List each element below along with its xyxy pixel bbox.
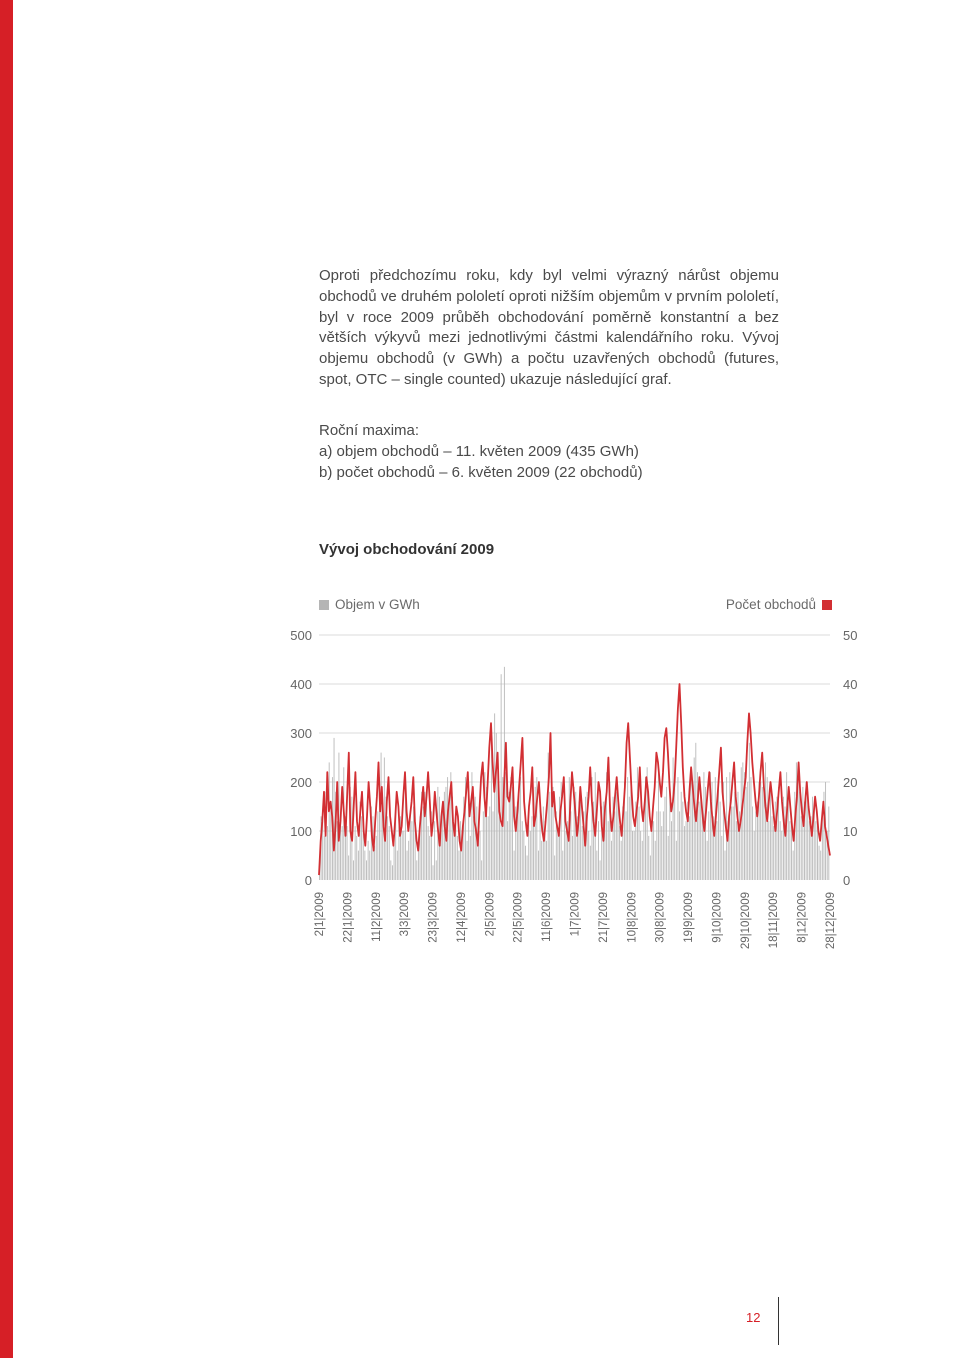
volume-bar bbox=[655, 841, 656, 880]
volume-bar bbox=[501, 674, 502, 880]
volume-bar bbox=[708, 811, 709, 880]
x-tick-label: 11|6|2009 bbox=[541, 892, 554, 942]
volume-bar bbox=[608, 821, 609, 880]
y-left-tick-label: 100 bbox=[290, 824, 312, 839]
volume-bar bbox=[429, 836, 430, 880]
volume-bar bbox=[780, 821, 781, 880]
volume-bar bbox=[762, 787, 763, 880]
volume-bar bbox=[520, 777, 521, 880]
volume-bar bbox=[546, 841, 547, 880]
volume-bar bbox=[616, 792, 617, 880]
volume-bar bbox=[334, 738, 335, 880]
volume-bar bbox=[467, 841, 468, 880]
volume-bar bbox=[324, 836, 325, 880]
x-tick-label: 19|9|2009 bbox=[683, 892, 696, 943]
volume-bar bbox=[436, 860, 437, 880]
intro-paragraph: Oproti předchozímu roku, kdy byl velmi výrazný nárůst objemu obchodů ve druhém pololetí oproti nižším objemům v prvním pololetí, byl v roce 2009 průběh obchodování poměrně konstantní a bez větších výkyvů mezi jednotlivými částmi kalendářního roku. Vývoj objemu obchodů (v GWh) a počtu uzavřených obchodů (futures, spot, OTC – single counted) ukazuje následující graf. bbox=[319, 267, 779, 388]
volume-bar bbox=[470, 836, 471, 880]
volume-bar bbox=[702, 816, 703, 880]
volume-bar bbox=[673, 758, 674, 881]
volume-bar bbox=[676, 841, 677, 880]
volume-bar bbox=[679, 811, 680, 880]
volume-bar bbox=[480, 831, 481, 880]
volume-bar bbox=[416, 860, 417, 880]
volume-bar bbox=[648, 836, 649, 880]
volume-bar bbox=[733, 807, 734, 881]
volume-bar bbox=[768, 821, 769, 880]
volume-bar bbox=[746, 787, 747, 880]
y-right-tick-label: 30 bbox=[843, 726, 858, 741]
volume-bar bbox=[773, 826, 774, 880]
volume-bar bbox=[426, 802, 427, 880]
volume-bar bbox=[692, 787, 693, 880]
volume-bar bbox=[665, 797, 666, 880]
volume-bar bbox=[369, 851, 370, 880]
volume-bar bbox=[817, 826, 818, 880]
volume-bar bbox=[557, 831, 558, 880]
volume-bar bbox=[619, 826, 620, 880]
volume-bar bbox=[532, 816, 533, 880]
volume-bar bbox=[772, 816, 773, 880]
volume-bar bbox=[781, 831, 782, 880]
volume-bar bbox=[402, 831, 403, 880]
y-left-tick-label: 300 bbox=[290, 726, 312, 741]
volume-bar bbox=[650, 856, 651, 881]
volume-bar bbox=[785, 807, 786, 881]
volume-bar bbox=[721, 836, 722, 880]
x-tick-label: 22|5|2009 bbox=[512, 892, 525, 943]
volume-bar bbox=[481, 860, 482, 880]
volume-bar bbox=[738, 792, 739, 880]
volume-bar bbox=[763, 792, 764, 880]
volume-bar bbox=[734, 792, 735, 880]
volume-bar bbox=[820, 851, 821, 880]
volume-bar bbox=[689, 816, 690, 880]
x-tick-label: 29|10|2009 bbox=[739, 892, 752, 950]
volume-bar bbox=[770, 792, 771, 880]
volume-bar bbox=[527, 856, 528, 881]
volume-bar bbox=[408, 841, 409, 880]
volume-bar bbox=[342, 826, 343, 880]
volume-bar bbox=[355, 826, 356, 880]
volume-bar bbox=[562, 851, 563, 880]
volume-bar bbox=[632, 831, 633, 880]
volume-bar bbox=[716, 821, 717, 880]
y-left-tick-label: 0 bbox=[304, 873, 312, 888]
volume-bar bbox=[572, 836, 573, 880]
volume-bar bbox=[712, 782, 713, 880]
volume-bar bbox=[705, 787, 706, 880]
volume-bar bbox=[684, 826, 685, 880]
volume-bar bbox=[639, 807, 640, 881]
volume-bar bbox=[681, 792, 682, 880]
y-right-tick-label: 10 bbox=[843, 824, 858, 839]
volume-bar bbox=[668, 836, 669, 880]
volume-bar bbox=[549, 792, 550, 880]
x-tick-label: 23|3|2009 bbox=[427, 892, 440, 943]
volume-bar bbox=[428, 826, 429, 880]
page-number: 12 bbox=[746, 1310, 761, 1325]
volume-bar bbox=[686, 821, 687, 880]
volume-bar bbox=[457, 836, 458, 880]
volume-bar bbox=[752, 807, 753, 881]
volume-bar bbox=[755, 811, 756, 880]
volume-bar bbox=[656, 811, 657, 880]
volume-bar bbox=[411, 821, 412, 880]
volume-bar bbox=[760, 782, 761, 880]
volume-bar bbox=[347, 826, 348, 880]
volume-bar bbox=[802, 787, 803, 880]
volume-bar bbox=[678, 777, 679, 880]
x-tick-label: 8|12|2009 bbox=[796, 892, 809, 943]
x-tick-label: 28|12|2009 bbox=[825, 892, 837, 950]
y-right-tick-label: 0 bbox=[843, 873, 851, 888]
volume-bar bbox=[493, 811, 494, 880]
y-left-tick-label: 500 bbox=[290, 628, 312, 643]
volume-bar bbox=[566, 831, 567, 880]
volume-bar bbox=[621, 841, 622, 880]
volume-bar bbox=[819, 846, 820, 880]
volume-bar bbox=[366, 860, 367, 880]
volume-bar bbox=[433, 865, 434, 880]
volume-bar bbox=[791, 826, 792, 880]
volume-bar bbox=[630, 787, 631, 880]
volume-bar bbox=[736, 821, 737, 880]
x-tick-label: 22|1|2009 bbox=[342, 892, 355, 943]
x-tick-label: 18|11|2009 bbox=[768, 892, 781, 949]
volume-bar bbox=[353, 860, 354, 880]
volume-bar bbox=[523, 831, 524, 880]
volume-bar bbox=[626, 811, 627, 880]
volume-bar bbox=[483, 811, 484, 880]
volume-bar bbox=[329, 762, 330, 880]
volume-bar bbox=[754, 831, 755, 880]
volume-bar bbox=[387, 816, 388, 880]
volume-bar bbox=[663, 811, 664, 880]
volume-bar bbox=[747, 782, 748, 880]
x-tick-label: 21|7|2009 bbox=[597, 892, 610, 943]
legend-count-label: Počet obchodů bbox=[725, 597, 816, 612]
volume-bar bbox=[793, 851, 794, 880]
volume-bar bbox=[812, 797, 813, 880]
y-right-tick-label: 20 bbox=[843, 775, 858, 790]
volume-bar bbox=[538, 851, 539, 880]
y-left-tick-label: 200 bbox=[290, 775, 312, 790]
volume-bar bbox=[390, 860, 391, 880]
x-tick-label: 1|7|2009 bbox=[569, 892, 582, 937]
volume-bar bbox=[627, 777, 628, 880]
volume-bar bbox=[413, 807, 414, 881]
volume-bar bbox=[809, 821, 810, 880]
volume-bar bbox=[488, 816, 489, 880]
volume-bar bbox=[666, 787, 667, 880]
volume-bar bbox=[348, 856, 349, 881]
volume-bar bbox=[725, 851, 726, 880]
page-number-rule bbox=[778, 1297, 779, 1345]
volume-bar bbox=[364, 851, 365, 880]
volume-bar bbox=[499, 816, 500, 880]
volume-bar bbox=[588, 831, 589, 880]
y-right-tick-label: 40 bbox=[843, 677, 858, 692]
volume-bar bbox=[494, 713, 495, 880]
volume-bar bbox=[634, 831, 635, 880]
maxima-volume: a) objem obchodů – 11. květen 2009 (435 GWh) bbox=[319, 442, 639, 460]
volume-bar bbox=[749, 743, 750, 880]
volume-bar bbox=[423, 807, 424, 881]
volume-bar bbox=[658, 772, 659, 880]
volume-bar bbox=[475, 797, 476, 880]
volume-bar bbox=[554, 856, 555, 881]
volume-bar bbox=[442, 807, 443, 881]
volume-bar bbox=[358, 851, 359, 880]
volume-bar bbox=[361, 816, 362, 880]
volume-bar bbox=[522, 821, 523, 880]
volume-bar bbox=[459, 851, 460, 880]
volume-bar bbox=[407, 851, 408, 880]
volume-bar bbox=[543, 807, 544, 881]
maxima-count: b) počet obchodů – 6. květen 2009 (22 obchodů) bbox=[319, 463, 643, 481]
volume-bar bbox=[394, 841, 395, 880]
volume-bar bbox=[337, 821, 338, 880]
volume-bar bbox=[570, 811, 571, 880]
volume-bar bbox=[377, 811, 378, 880]
volume-bar bbox=[533, 821, 534, 880]
volume-bar bbox=[600, 860, 601, 880]
volume-bar bbox=[799, 792, 800, 880]
volume-bar bbox=[671, 821, 672, 880]
volume-bar bbox=[765, 762, 766, 880]
volume-bar bbox=[720, 802, 721, 880]
volume-bar bbox=[535, 787, 536, 880]
volume-bar bbox=[514, 851, 515, 880]
volume-bar bbox=[590, 846, 591, 880]
volume-bar bbox=[614, 811, 615, 880]
volume-bar bbox=[661, 826, 662, 880]
maxima-title: Roční maxima: bbox=[319, 422, 420, 439]
x-tick-label: 2|5|2009 bbox=[484, 892, 497, 937]
x-tick-label: 9|10|2009 bbox=[711, 892, 724, 943]
volume-bar bbox=[454, 831, 455, 880]
volume-bar bbox=[642, 841, 643, 880]
volume-bar bbox=[653, 821, 654, 880]
volume-bar bbox=[434, 821, 435, 880]
volume-bar bbox=[707, 841, 708, 880]
volume-bar bbox=[751, 777, 752, 880]
x-tick-label: 3|3|2009 bbox=[399, 892, 412, 937]
volume-bar bbox=[403, 831, 404, 880]
volume-bar bbox=[327, 826, 328, 880]
volume-bar bbox=[392, 865, 393, 880]
volume-bar bbox=[389, 826, 390, 880]
volume-bar bbox=[815, 821, 816, 880]
volume-bar bbox=[376, 836, 377, 880]
volume-bar bbox=[682, 802, 683, 880]
y-right-tick-label: 50 bbox=[843, 628, 858, 643]
y-left-tick-label: 400 bbox=[290, 677, 312, 692]
volume-bar bbox=[397, 851, 398, 880]
volume-bar bbox=[694, 758, 695, 881]
volume-bar bbox=[629, 797, 630, 880]
volume-bar bbox=[767, 777, 768, 880]
volume-bar bbox=[596, 851, 597, 880]
volume-bar bbox=[729, 772, 730, 880]
volume-bar bbox=[775, 802, 776, 880]
x-tick-label: 2|1|2009 bbox=[314, 892, 326, 937]
volume-bar bbox=[356, 836, 357, 880]
volume-bar bbox=[525, 846, 526, 880]
volume-bar bbox=[473, 816, 474, 880]
volume-bar bbox=[789, 821, 790, 880]
volume-bar bbox=[489, 807, 490, 881]
x-tick-label: 10|8|2009 bbox=[626, 892, 639, 943]
volume-bar bbox=[690, 772, 691, 880]
volume-bar bbox=[611, 841, 612, 880]
volume-bar bbox=[699, 802, 700, 880]
volume-bar bbox=[368, 841, 369, 880]
volume-bar bbox=[449, 802, 450, 880]
volume-bar bbox=[598, 821, 599, 880]
volume-bar bbox=[506, 772, 507, 880]
volume-bar bbox=[507, 821, 508, 880]
x-tick-label: 12|4|2009 bbox=[455, 892, 468, 943]
volume-bar bbox=[582, 826, 583, 880]
x-tick-label: 11|2|2009 bbox=[370, 892, 383, 942]
volume-bar bbox=[509, 792, 510, 880]
volume-bar bbox=[801, 816, 802, 880]
legend-volume-label: Objem v GWh bbox=[335, 597, 420, 612]
volume-bar bbox=[363, 831, 364, 880]
volume-bar bbox=[731, 807, 732, 881]
x-tick-label: 30|8|2009 bbox=[654, 892, 667, 943]
volume-bar bbox=[530, 831, 531, 880]
volume-bar bbox=[541, 841, 542, 880]
chart-title: Vývoj obchodování 2009 bbox=[319, 541, 495, 558]
volume-bar bbox=[381, 753, 382, 880]
volume-bar bbox=[637, 767, 638, 880]
volume-bar bbox=[660, 811, 661, 880]
volume-bar bbox=[796, 762, 797, 880]
volume-bar bbox=[742, 762, 743, 880]
volume-bar bbox=[580, 802, 581, 880]
volume-bar bbox=[640, 831, 641, 880]
